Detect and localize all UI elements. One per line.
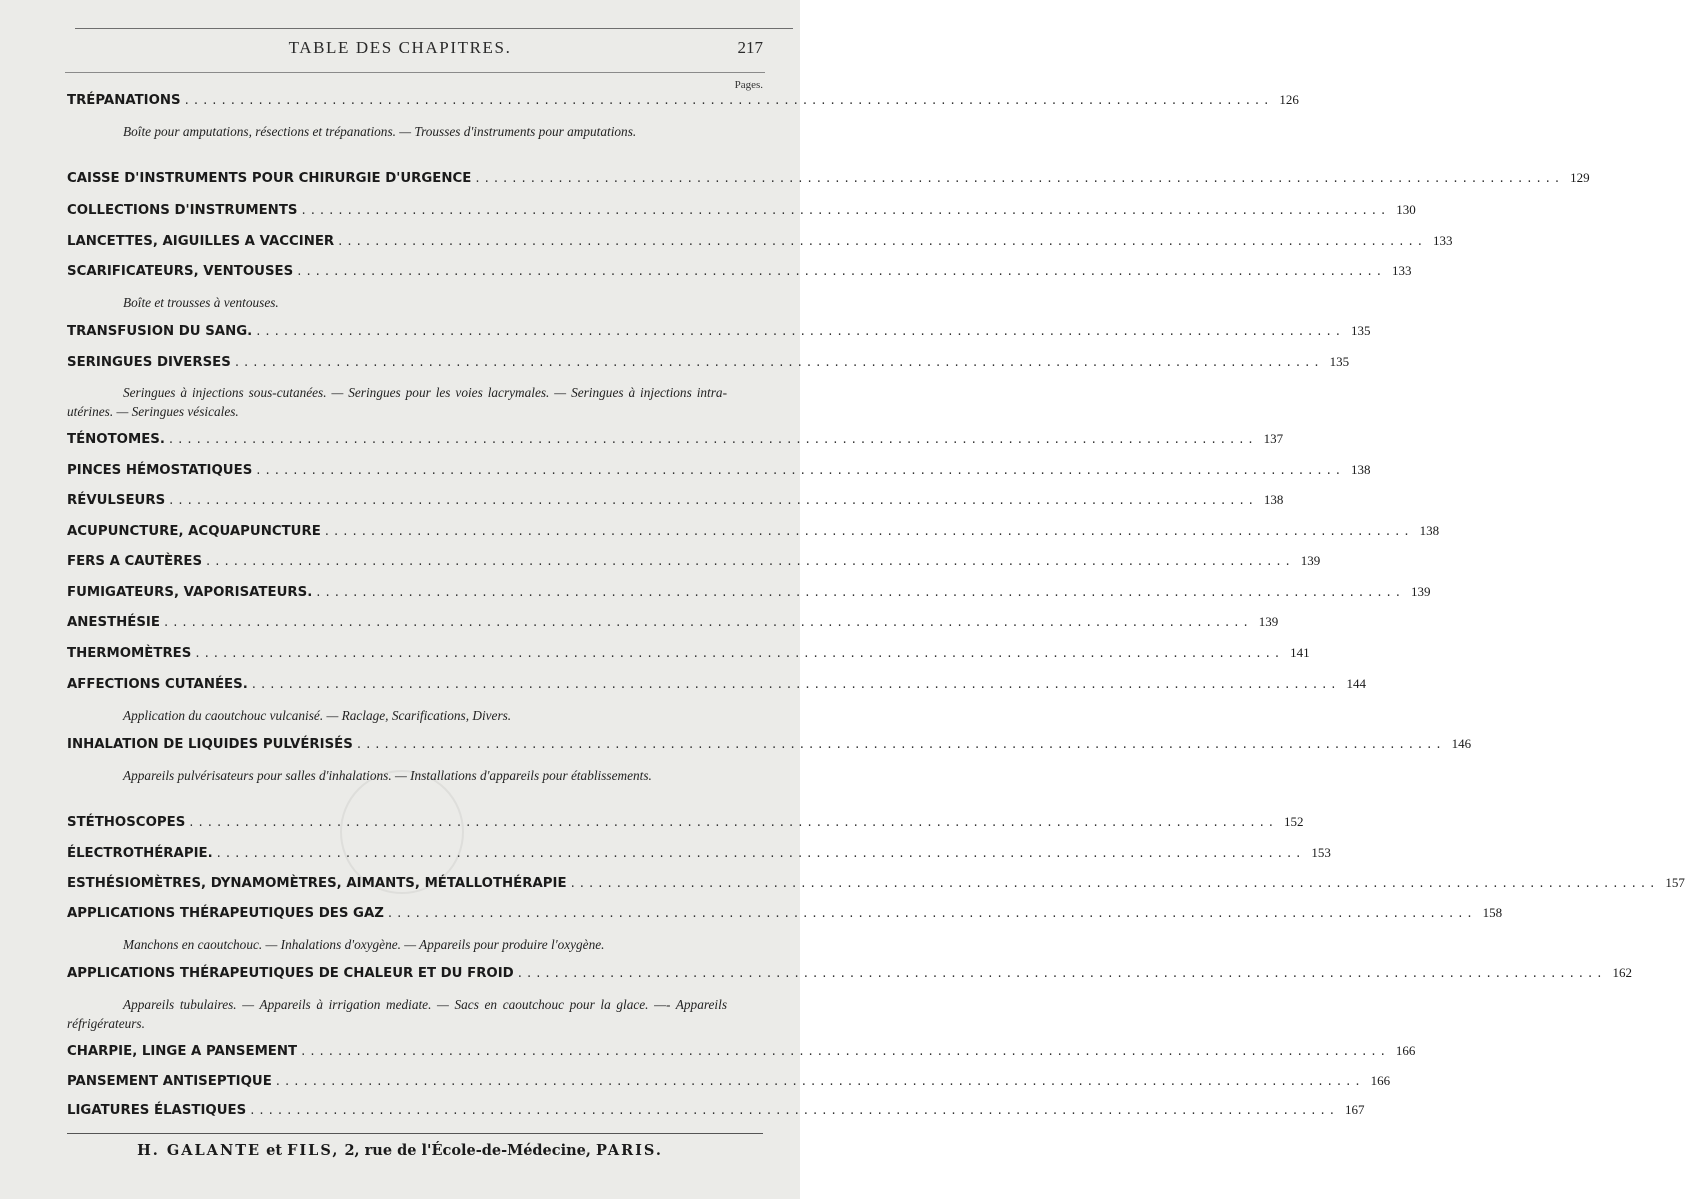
entry-page: 157 [1665,875,1685,890]
dot-leader: ...................................................................................................................... [301,1044,1390,1059]
toc-entry [67,676,1367,698]
entry-page: 153 [1311,845,1331,860]
entry-title: ACUPUNCTURE, ACQUAPUNCTURE [67,524,321,539]
header-rule [65,72,765,73]
entry-page: 167 [1344,1102,1365,1117]
entry-page: 139 [1258,614,1279,629]
entry-page: 138 [1263,492,1284,507]
dot-leader: ...................................................................................................................... [301,203,1391,218]
entry-description: Boîte pour amputations, résections et trépanations. — Trousses d'instruments pour amputations. [123,124,637,139]
toc-entry [67,202,1416,224]
entry-title: APPLICATIONS THÉRAPEUTIQUES DE CHALEUR ET DU FROID [67,966,514,981]
entry-page: 129 [1570,170,1590,185]
toc-entry [67,875,1685,897]
dot-leader: ...................................................................................................................... [195,646,1285,661]
entry-page: 166 [1370,1073,1391,1088]
entry-page: 146 [1451,736,1472,751]
dot-leader: ...................................................................................................................... [169,493,1258,508]
entry-page: 158 [1482,905,1503,920]
entry-page: 137 [1263,431,1284,446]
dot-leader: ...................................................................................................................... [256,463,1346,478]
dot-leader: ...................................................................................................................... [206,554,1295,569]
toc-entry [67,905,1503,927]
running-head [0,38,800,64]
entry-title: TRANSFUSION DU SANG. [67,324,253,339]
dot-leader: ...................................................................................................................... [216,846,1306,861]
toc-entry [67,492,1284,514]
dot-leader: ...................................................................................................................... [275,1074,1365,1089]
dot-leader: ...................................................................................................................... [250,1103,1339,1118]
entry-page: 144 [1346,676,1367,691]
dot-leader: ...................................................................................................................... [475,171,1565,186]
entry-title: TÉNOTOMES. [67,432,165,447]
dot-leader: ...................................................................................................................... [387,906,1477,921]
toc-entry [67,1102,1365,1124]
entry-title: SCARIFICATEURS, VENTOUSES [67,264,294,279]
entry-title: CAISSE D'INSTRUMENTS POUR CHIRURGIE D'URGENCE [67,171,472,186]
toc-entry [67,431,1284,453]
entry-title: RÉVULSEURS [67,493,166,508]
dot-leader: ...................................................................................................................... [163,615,1253,630]
entry-title: PANSEMENT ANTISEPTIQUE [67,1074,272,1089]
toc-entry [67,1043,1416,1065]
entry-page: 138 [1351,462,1371,477]
dot-leader: ...................................................................................................................... [570,876,1660,891]
entry-title: FUMIGATEURS, VAPORISATEURS. [67,585,313,600]
entry-page: 166 [1395,1043,1416,1058]
entry-page: 138 [1419,523,1440,538]
entry-page: 139 [1411,584,1431,599]
entry-title: APPLICATIONS THÉRAPEUTIQUES DES GAZ [67,906,384,921]
entry-title: PINCES HÉMOSTATIQUES [67,463,253,478]
dot-leader: ...................................................................................................................... [324,524,1414,539]
entry-title: LANCETTES, AIGUILLES A VACCINER [67,234,335,249]
entry-page: 139 [1300,553,1321,568]
toc-entry [67,614,1279,636]
toc-entry [67,645,1310,667]
dot-leader: ...................................................................................................................... [189,815,1279,830]
dot-leader: ...................................................................................................................... [517,966,1607,981]
toc-entry [67,553,1321,575]
publisher-fils: FILS, [287,1142,340,1159]
entry-page: 130 [1396,202,1416,217]
toc-entry [67,354,1350,376]
dot-leader: ...................................................................................................................... [356,737,1446,752]
entry-description: Seringues à injections sous-cutanées. — Seringues pour les voies lacrymales. — Seringues à injections intra-utérines. — Seringues vésicales. [67,385,727,419]
entry-title: LIGATURES ÉLASTIQUES [67,1103,247,1118]
toc-entry [67,965,1632,987]
entry-title: TRÉPANATIONS [67,93,181,108]
entry-page: 141 [1290,645,1310,660]
entry-page: 133 [1391,263,1412,278]
entry-description: Appareils pulvérisateurs pour salles d'inhalations. — Installations d'appareils pour établissements. [123,768,652,783]
entry-title: ESTHÉSIOMÈTRES, DYNAMOMÈTRES, AIMANTS, MÉTALLOTHÉRAPIE [67,876,567,891]
entry-description: Manchons en caoutchouc. — Inhalations d'oxygène. — Appareils pour produire l'oxygène. [123,937,605,952]
entry-page: 135 [1329,354,1350,369]
publisher-footer [0,1142,800,1159]
entry-title: COLLECTIONS D'INSTRUMENTS [67,203,298,218]
toc-entry [67,233,1453,255]
dot-leader: ...................................................................................................................... [338,234,1427,249]
entry-title: THERMOMÈTRES [67,646,192,661]
toc-entry [67,323,1371,345]
entry-title: FERS A CAUTÈRES [67,554,203,569]
dot-leader: ...................................................................................................................... [297,264,1386,279]
entry-title: STÉTHOSCOPES [67,815,186,830]
entry-page: 152 [1284,814,1304,829]
dot-leader: ...................................................................................................................... [316,585,1406,600]
toc-entry [67,845,1331,867]
pages-column-label: Pages. [734,79,763,91]
entry-page: 126 [1279,92,1299,107]
publisher-address: 2, rue de l'École-de-Médecine, [344,1142,591,1159]
dot-leader: ...................................................................................................................... [184,93,1274,108]
dot-leader: ...................................................................................................................... [251,677,1341,692]
toc-entry [67,523,1440,545]
toc-entry [67,584,1431,606]
entry-page: 162 [1612,965,1632,980]
toc-entry [67,1073,1391,1095]
toc-entry [67,263,1412,285]
publisher-city: PARIS. [596,1142,663,1159]
toc-entry [67,736,1472,758]
toc-entry [67,814,1304,836]
entry-title: ANESTHÉSIE [67,615,160,630]
publisher-et: et [266,1142,283,1159]
entry-title: SERINGUES DIVERSES [67,355,231,370]
page-number: 217 [737,38,763,57]
dot-leader: ...................................................................................................................... [256,324,1345,339]
entry-title: ÉLECTROTHÉRAPIE. [67,846,213,861]
entry-page: 135 [1350,323,1371,338]
dot-leader: ...................................................................................................................... [168,432,1258,447]
entry-description: Boîte et trousses à ventouses. [123,295,279,310]
toc-entry [67,92,1299,114]
top-rule [75,28,793,29]
entry-title: INHALATION DE LIQUIDES PULVÉRISÉS [67,737,353,752]
footer-rule [67,1133,763,1134]
running-title: TABLE DES CHAPITRES. [288,38,512,57]
publisher-name: H. GALANTE [137,1142,262,1159]
entry-description: Application du caoutchouc vulcanisé. — Raclage, Scarifications, Divers. [123,708,512,723]
toc-entry [67,462,1371,484]
entry-title: CHARPIE, LINGE A PANSEMENT [67,1044,298,1059]
dot-leader: ...................................................................................................................... [234,355,1324,370]
toc-entry [67,170,1590,192]
entry-description: Appareils tubulaires. — Appareils à irrigation mediate. — Sacs en caoutchouc pour la glace. —- Appareils réfrigérateurs. [67,997,727,1031]
entry-title: AFFECTIONS CUTANÉES. [67,677,248,692]
entry-page: 133 [1432,233,1453,248]
